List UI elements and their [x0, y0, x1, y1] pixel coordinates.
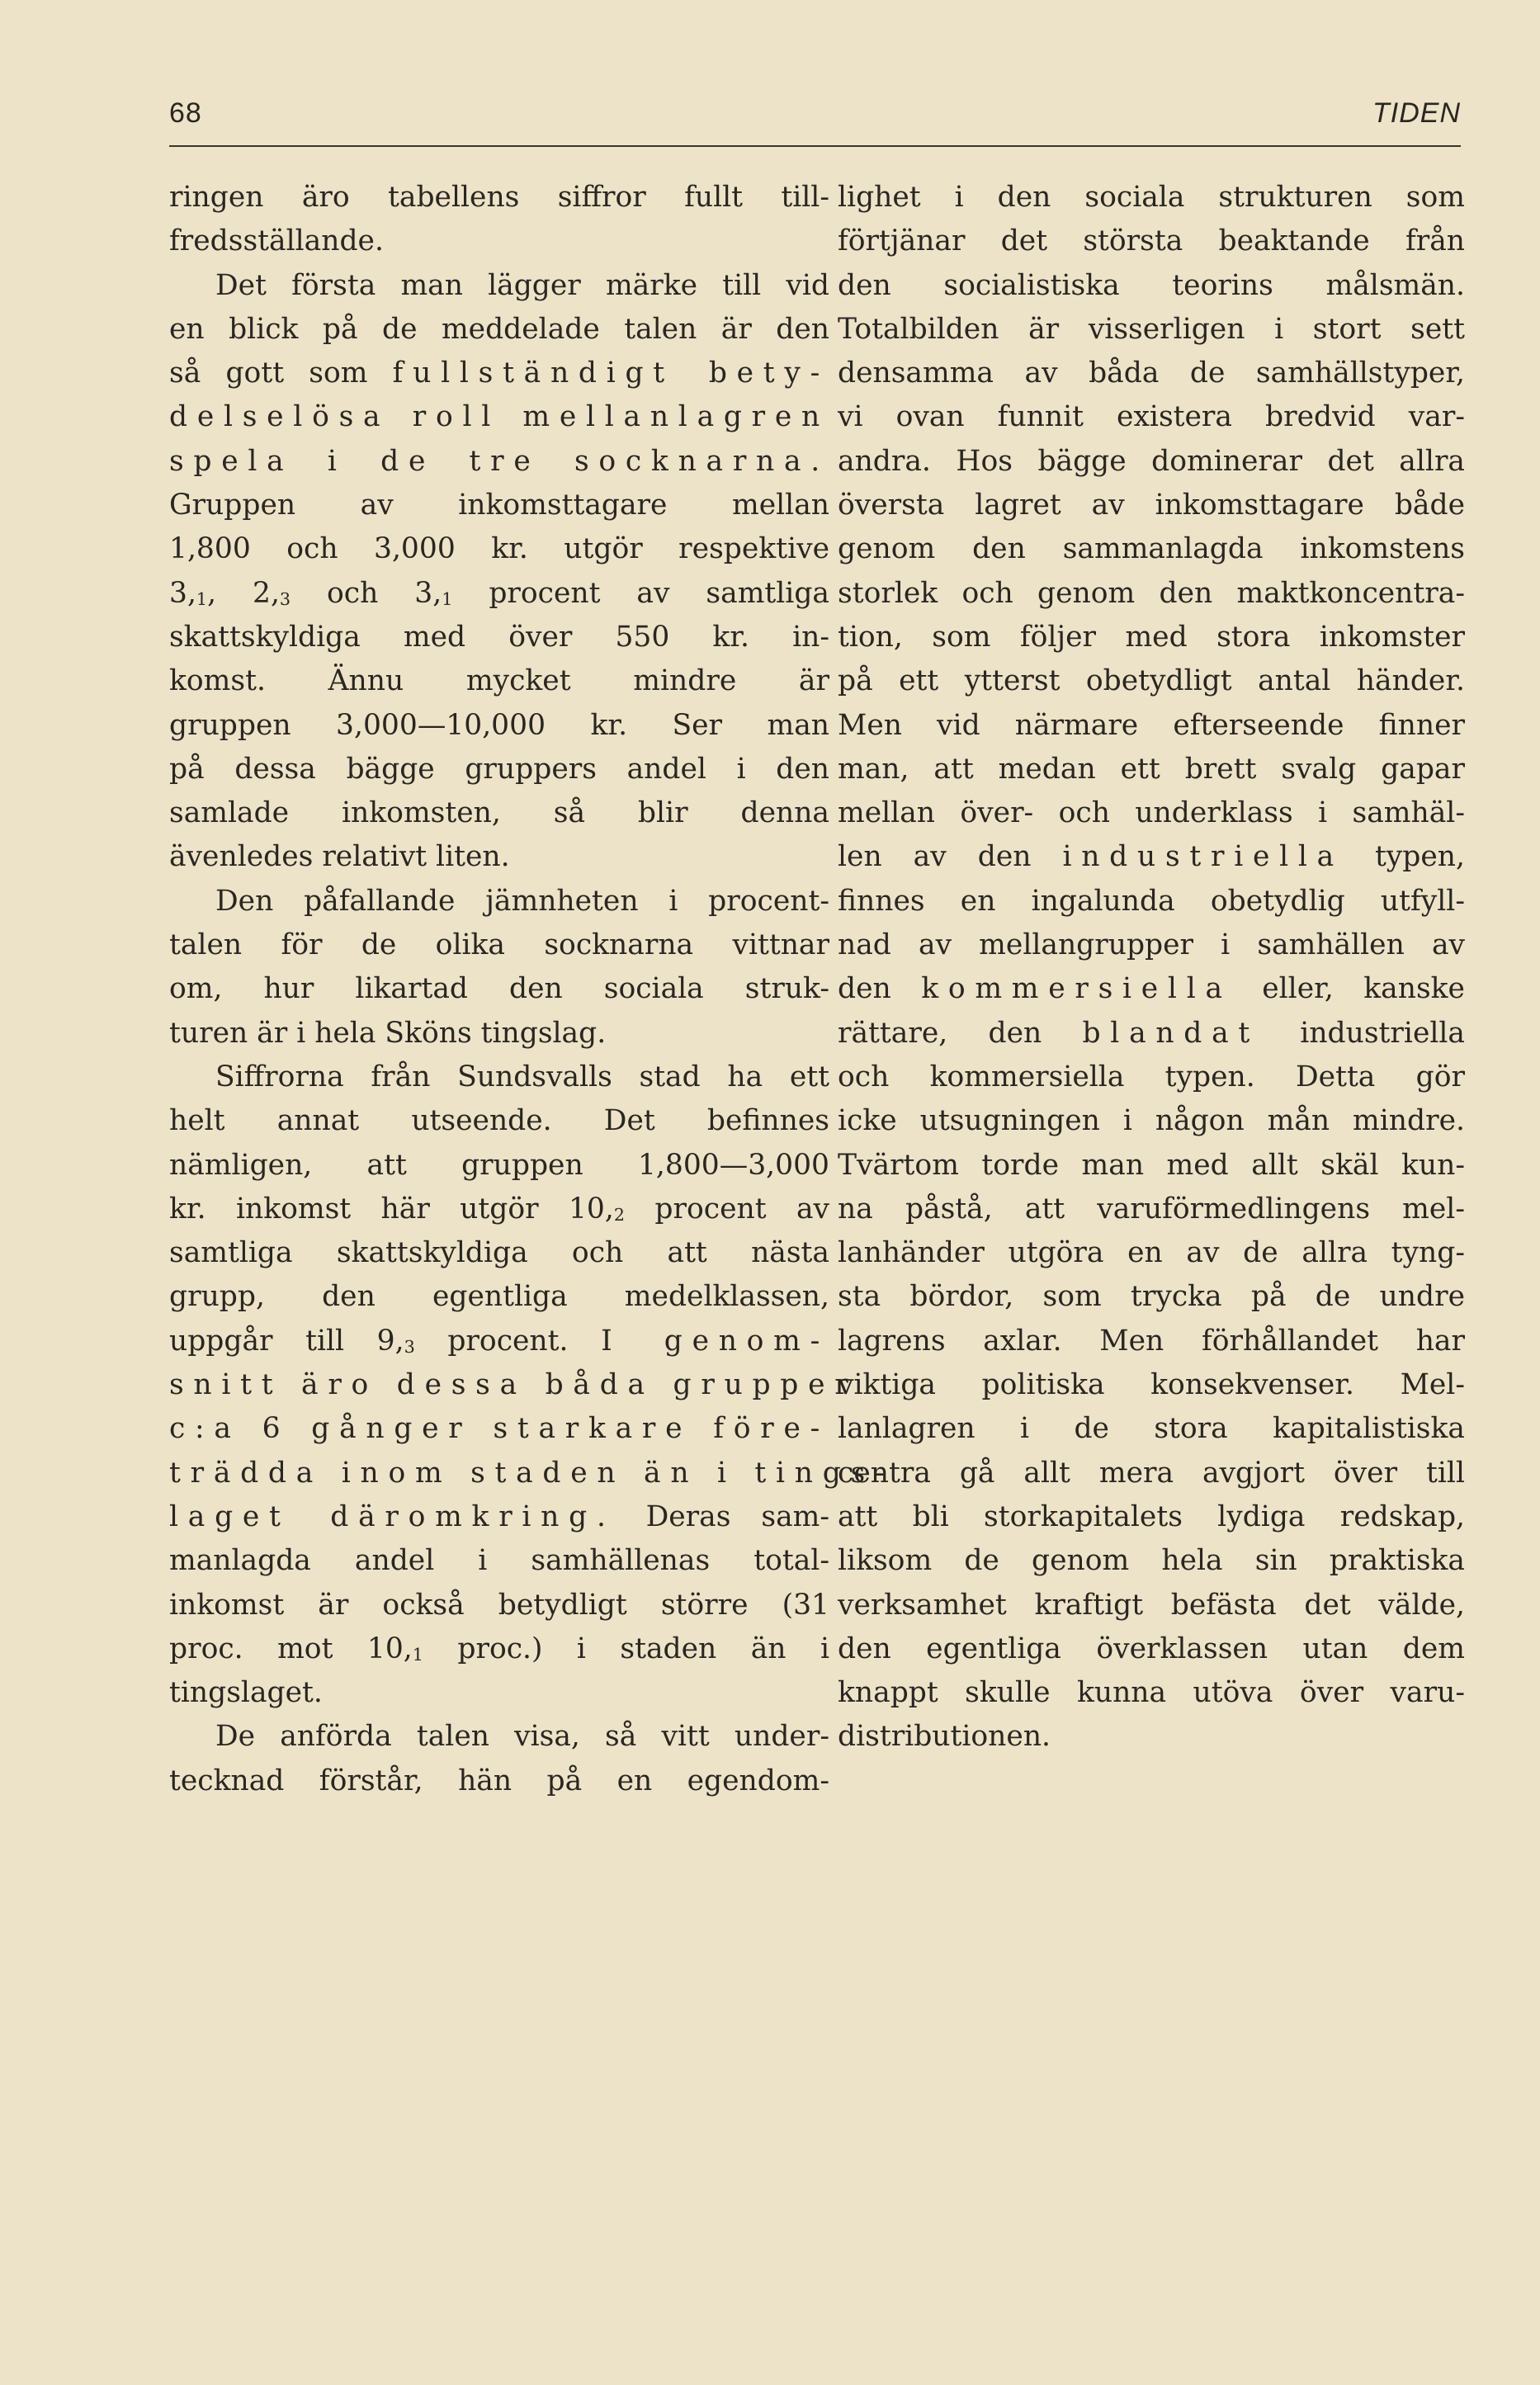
text-run: den: [838, 972, 922, 1006]
text-line: lanlagren i de stora kapitalistiska: [838, 1412, 1465, 1446]
spaced-emphasis: laget däromkring.: [169, 1499, 616, 1533]
text-line: centra gå allt mera avgjort över till: [838, 1456, 1465, 1490]
text-line: grupp, den egentliga medelklassen,: [169, 1280, 829, 1314]
spaced-emphasis: fullständigt bety-: [392, 357, 829, 390]
text-line: skattskyldiga med över 550 kr. in-: [169, 620, 829, 654]
text-line: [169, 1627, 829, 1671]
text-line: fredsställande.: [169, 224, 384, 258]
left-column: [169, 176, 895, 1803]
text-line: [169, 1320, 829, 1363]
text-line: helt annat utseende. Det befinnes: [169, 1104, 829, 1138]
text-line: att bli storkapitalets lydiga redskap,: [838, 1499, 1465, 1533]
text-line: Den påfallande jämnheten i procent-: [215, 884, 829, 918]
text-line: på dessa bägge gruppers andel i den: [169, 752, 829, 786]
text-line: Siffrorna från Sundsvalls stad ha ett: [215, 1060, 829, 1093]
text-line: [169, 1363, 858, 1407]
text-run: industriella: [1259, 1016, 1465, 1050]
text-run: proc.) i staden än i: [423, 1632, 829, 1665]
text-line: tingslaget.: [169, 1676, 323, 1710]
text-line: mellan över- och underklass i samhäl-: [838, 796, 1465, 830]
text-line: på ett ytterst obetydligt antal händer.: [838, 664, 1465, 698]
text-line: viktiga politiska konsekvenser. Mel-: [838, 1368, 1465, 1402]
text-run: proc. mot 10,: [169, 1632, 413, 1665]
text-run: procent av samtliga: [452, 576, 829, 610]
text-line: distributionen.: [838, 1720, 1051, 1754]
journal-title: TIDEN: [1372, 97, 1461, 129]
text-line: [169, 1495, 829, 1539]
text-run: och 3,: [291, 576, 442, 610]
text-line: Tvärtom torde man med allt skäl kun-: [838, 1148, 1465, 1182]
spaced-emphasis: I genom-: [601, 1324, 829, 1358]
text-line: Det första man lägger märke till vid: [215, 268, 829, 302]
text-line: [838, 967, 1465, 1011]
text-run: Deras sam-: [615, 1499, 830, 1533]
spaced-emphasis: trädda inom staden än i tings-: [169, 1456, 895, 1490]
text-line: verksamhet kraftigt befästa det välde,: [838, 1588, 1465, 1622]
text-line: finnes en ingalunda obetydlig utfyll-: [838, 884, 1465, 918]
text-run: , 2,: [207, 576, 280, 610]
text-run: rättare, den: [838, 1016, 1083, 1050]
text-line: Totalbilden är visserligen i stort sett: [838, 312, 1465, 346]
text-line: manlagda andel i samhällenas total-: [169, 1544, 829, 1578]
text-line: samlade inkomsten, så blir denna: [169, 796, 829, 830]
text-line: samtliga skattskyldiga och att nästa: [169, 1236, 829, 1270]
text-line: 1,800 och 3,000 kr. utgör respektive: [169, 532, 829, 566]
text-line: komst. Ännu mycket mindre är: [169, 664, 829, 698]
text-line: sta bördor, som trycka på de undre: [838, 1280, 1465, 1314]
text-run: kr. inkomst här utgör 10,: [169, 1192, 614, 1226]
text-line: [169, 440, 829, 484]
text-line: [169, 395, 829, 439]
text-line: turen är i hela Sköns tingslag.: [169, 1016, 607, 1050]
decimal-subscript: 1: [196, 588, 208, 609]
decimal-subscript: 1: [412, 1644, 423, 1665]
text-line: genom den sammanlagda inkomstens: [838, 532, 1465, 566]
text-line: översta lagret av inkomsttagare både: [838, 489, 1465, 522]
text-line: icke utsugningen i någon mån mindre.: [838, 1104, 1465, 1138]
right-column: [838, 176, 1465, 1759]
page-header: [169, 97, 1461, 147]
text-line: [838, 1012, 1465, 1056]
text-line: [169, 1188, 829, 1231]
text-run: typen,: [1343, 840, 1465, 874]
text-line: en blick på de meddelade talen är den: [169, 312, 829, 346]
spaced-emphasis: delselösa roll mellanlagren: [169, 400, 829, 434]
text-line: lagrens axlar. Men förhållandet har: [838, 1324, 1465, 1358]
text-line: nad av mellangrupper i samhällen av: [838, 928, 1465, 962]
text-line: förtjänar det största beaktande från: [838, 224, 1465, 258]
text-line: Gruppen av inkomsttagare mellan: [169, 489, 829, 522]
spaced-emphasis: c:a 6 gånger starkare före-: [169, 1412, 829, 1446]
text-line: gruppen 3,000—10,000 kr. Ser man: [169, 708, 829, 742]
text-run: procent.: [414, 1324, 602, 1358]
header-rule: [169, 145, 1461, 147]
decimal-subscript: 3: [279, 588, 291, 609]
text-line: [169, 352, 829, 395]
text-line: inkomst är också betydligt större (31: [169, 1588, 829, 1622]
text-run: uppgår till 9,: [169, 1324, 404, 1358]
text-line: [838, 835, 1465, 879]
text-line: na påstå, att varuförmedlingens mel-: [838, 1192, 1465, 1226]
text-line: och kommersiella typen. Detta gör: [838, 1060, 1465, 1093]
text-line: tion, som följer med stora inkomster: [838, 620, 1465, 654]
text-run: len av den: [838, 840, 1063, 874]
text-line: talen för de olika socknarna vittnar: [169, 928, 829, 962]
text-line: knappt skulle kunna utöva över varu-: [838, 1676, 1465, 1710]
text-line: den socialistiska teorins målsmän.: [838, 268, 1465, 302]
text-line: [169, 572, 829, 616]
text-line: ävenledes relativt liten.: [169, 840, 510, 874]
text-line: vi ovan funnit existera bredvid var-: [838, 400, 1465, 434]
spaced-emphasis: spela i de tre socknarna.: [169, 444, 829, 478]
text-line: den egentliga överklassen utan dem: [838, 1632, 1465, 1665]
text-run: eller, kanske: [1231, 972, 1465, 1006]
text-line: Men vid närmare efterseende finner: [838, 708, 1465, 742]
spaced-emphasis: kommersiella: [921, 972, 1232, 1006]
text-line: ringen äro tabellens siffror fullt till-: [169, 181, 829, 214]
text-line: nämligen, att gruppen 1,800—3,000: [169, 1148, 829, 1182]
text-line: [169, 1452, 895, 1495]
text-line: De anförda talen visa, så vitt under-: [215, 1720, 829, 1754]
text-line: man, att medan ett brett svalg gapar: [838, 752, 1465, 786]
text-line: liksom de genom hela sin praktiska: [838, 1544, 1465, 1578]
spaced-emphasis: snitt äro dessa båda grupper: [169, 1368, 858, 1402]
spaced-emphasis: industriella: [1062, 840, 1344, 874]
text-line: densamma av båda de samhällstyper,: [838, 357, 1465, 390]
text-line: om, hur likartad den sociala struk-: [169, 972, 829, 1006]
spaced-emphasis: blandat: [1082, 1016, 1260, 1050]
text-run: 3,: [169, 576, 196, 610]
text-run: procent av: [625, 1192, 830, 1226]
text-line: lanhänder utgöra en av de allra tyng-: [838, 1236, 1465, 1270]
text-line: lighet i den sociala strukturen som: [838, 181, 1465, 214]
decimal-subscript: 1: [442, 588, 453, 609]
text-line: storlek och genom den maktkoncentra-: [838, 576, 1465, 610]
text-run: så gott som: [169, 357, 393, 390]
text-line: [169, 1407, 829, 1451]
page-number: 68: [169, 97, 202, 129]
text-line: tecknad förstår, hän på en egendom-: [169, 1764, 829, 1797]
decimal-subscript: 2: [613, 1204, 626, 1225]
text-line: andra. Hos bägge dominerar det allra: [838, 444, 1465, 478]
decimal-subscript: 3: [404, 1336, 415, 1357]
